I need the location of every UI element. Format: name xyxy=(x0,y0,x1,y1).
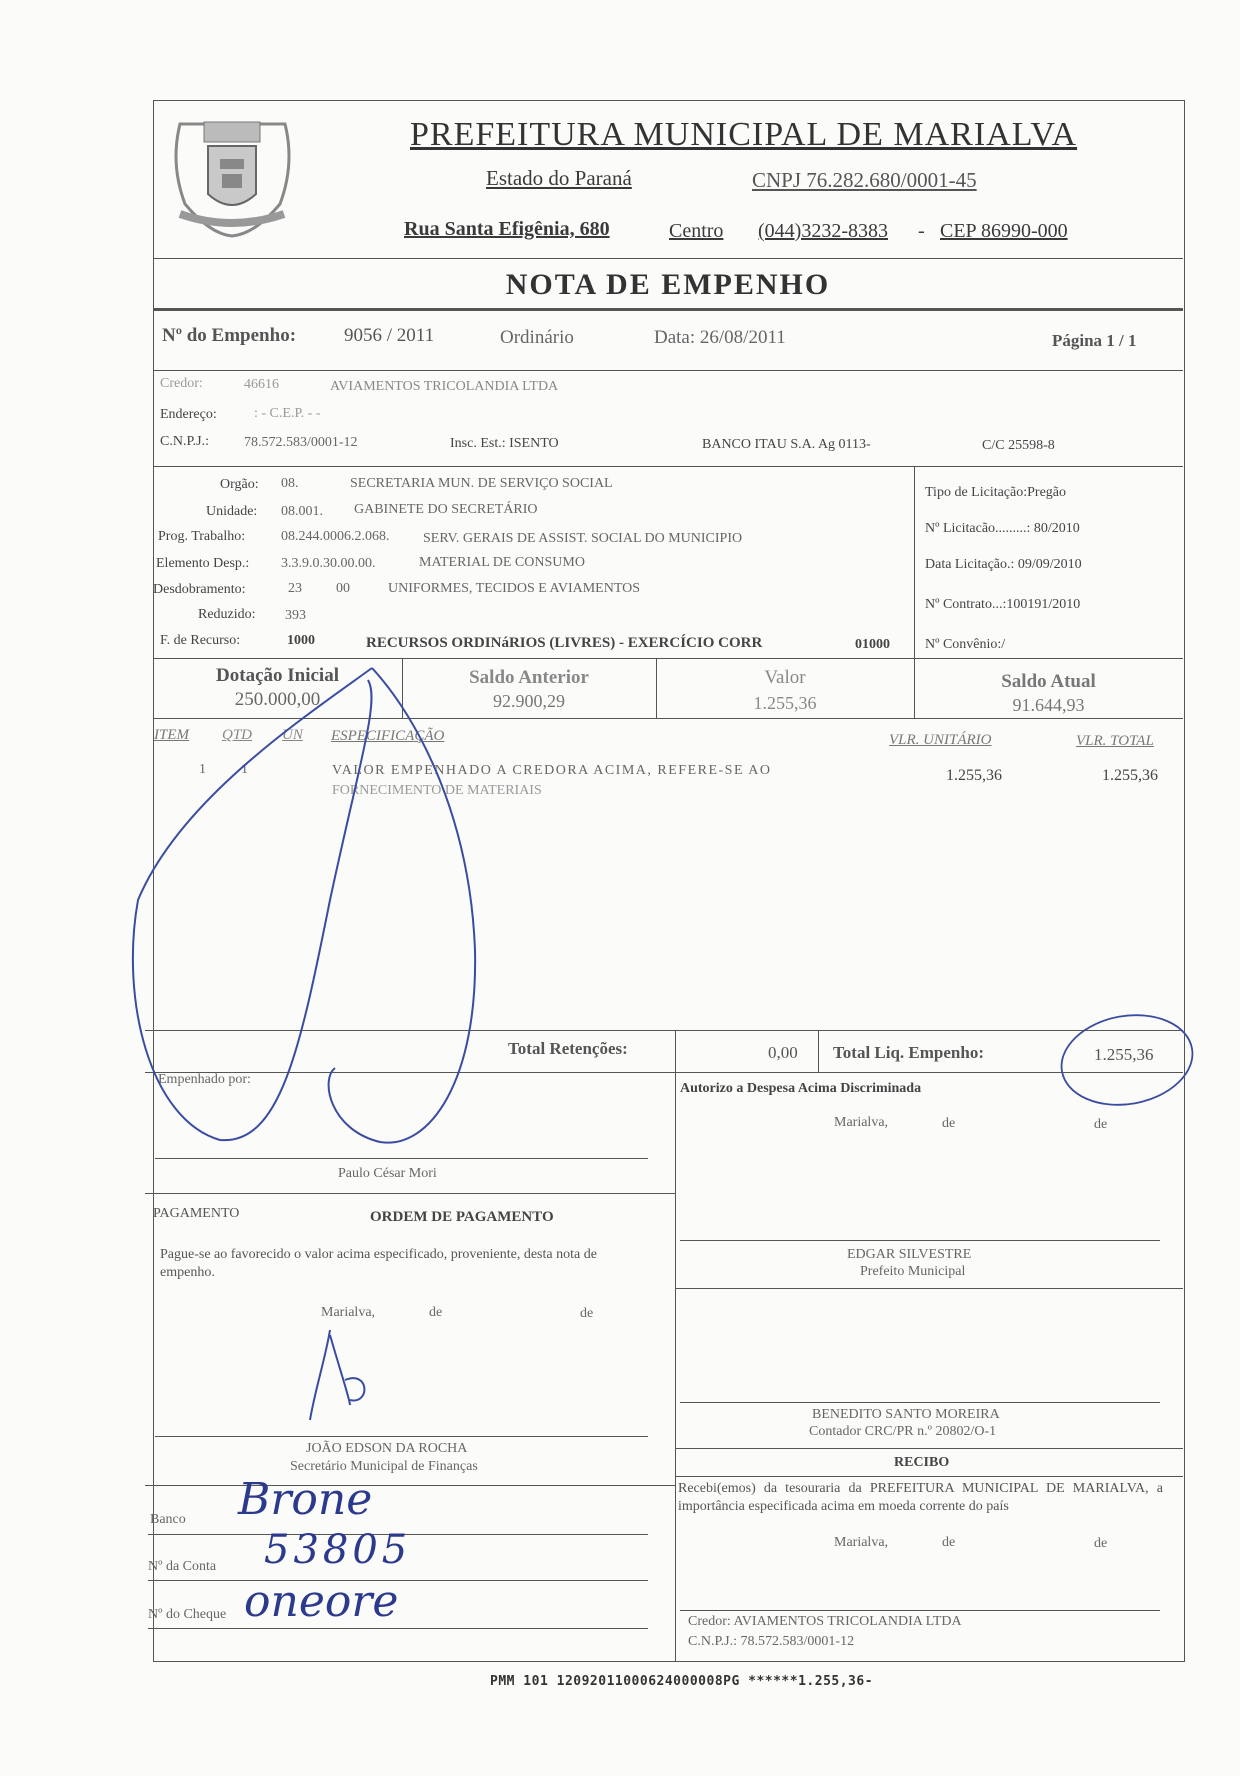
saldo-atual-label: Saldo Atual xyxy=(1001,671,1096,692)
licitacao-data: Data Licitação.: 09/09/2010 xyxy=(925,557,1082,572)
reduzido-code: 393 xyxy=(285,608,306,623)
benedito-name: BENEDITO SANTO MOREIRA xyxy=(812,1407,1000,1422)
header-cnpj: CNPJ 76.282.680/0001-45 xyxy=(752,168,977,192)
licitacao-numero: Nº Licitacão.........: 80/2010 xyxy=(925,521,1080,536)
recibo-de-1: de xyxy=(942,1535,956,1550)
cheque-label: Nº do Cheque xyxy=(148,1607,227,1622)
document-title: NOTA DE EMPENHO xyxy=(505,268,831,301)
autorizo-de-1: de xyxy=(942,1116,956,1131)
state-name: Estado do Paraná xyxy=(486,166,632,190)
autorizo-marialva: Marialva, xyxy=(834,1115,889,1130)
pagamento-marialva: Marialva, xyxy=(321,1305,376,1320)
credor-name: AVIAMENTOS TRICOLANDIA LTDA xyxy=(330,379,559,394)
col-especificacao: ESPECIFICAÇÃO xyxy=(331,728,445,744)
header-sep: - xyxy=(918,220,925,242)
liq-empenho-label: Total Liq. Empenho: xyxy=(833,1043,984,1062)
item-spec-line2: FORNECIMENTO DE MATERIAIS xyxy=(332,783,542,798)
dotacao-label: Dotação Inicial xyxy=(216,665,339,686)
elemento-desc: MATERIAL DE CONSUMO xyxy=(419,555,585,570)
banco-label: Banco xyxy=(150,1512,186,1527)
saldo-anterior-label: Saldo Anterior xyxy=(469,667,589,688)
desdobramento-code: 23 xyxy=(288,581,302,596)
secretario-title: Secretário Municipal de Finanças xyxy=(290,1459,478,1474)
col-qtd: QTD xyxy=(222,727,253,743)
item-number: 1 xyxy=(199,762,206,777)
pagamento-de-1: de xyxy=(429,1305,443,1320)
header-phone: (044)3232-8383 xyxy=(758,220,888,242)
unidade-code: 08.001. xyxy=(281,504,323,519)
retencoes-label: Total Retenções: xyxy=(508,1039,628,1058)
empenho-date: Data: 26/08/2011 xyxy=(654,327,786,348)
prog-desc: SERV. GERAIS DE ASSIST. SOCIAL DO MUNICIPIO xyxy=(423,531,743,546)
prog-label: Prog. Trabalho: xyxy=(158,529,246,544)
autorizo-de-2: de xyxy=(1094,1117,1108,1132)
credor-label: Credor: xyxy=(160,376,203,391)
orgao-desc: SECRETARIA MUN. DE SERVIÇO SOCIAL xyxy=(350,476,613,491)
col-item: ITEM xyxy=(154,727,189,743)
valor-label: Valor xyxy=(764,667,806,688)
page-number: Página 1 / 1 xyxy=(1052,331,1137,350)
desdobramento-desc: UNIFORMES, TECIDOS E AVIAMENTOS xyxy=(388,581,641,596)
item-qtd: 1 xyxy=(241,762,248,777)
recibo-cnpj: C.N.P.J.: 78.572.583/0001-12 xyxy=(688,1634,855,1649)
reduzido-label: Reduzido: xyxy=(198,607,256,622)
recibo-text: Recebi(emos) da tesouraria da PREFEITURA MUNICIPAL DE MARIALVA, a importância especificada acima em moeda corrente do país xyxy=(678,1481,1163,1514)
elemento-label: Elemento Desp.: xyxy=(156,556,250,571)
recurso-desc: RECURSOS ORDINáRIOS (LIVRES) - EXERCÍCIO CORR xyxy=(366,635,763,651)
municipality-title: PREFEITURA MUNICIPAL DE MARIALVA xyxy=(410,116,1078,153)
joao-name: JOÃO EDSON DA ROCHA xyxy=(306,1441,468,1456)
recurso-number: 01000 xyxy=(855,637,890,652)
item-spec-line1: VALOR EMPENHADO A CREDORA ACIMA, REFERE-SE AO xyxy=(332,763,772,778)
saldo-atual-value: 91.644,93 xyxy=(1012,695,1085,715)
handwritten-banco: Brone xyxy=(238,1474,373,1525)
licitacao-tipo: Tipo de Licitação:Pregão xyxy=(925,485,1067,500)
header-cep: CEP 86990-000 xyxy=(940,220,1068,242)
handwritten-cheque: oneore xyxy=(244,1576,399,1627)
orgao-code: 08. xyxy=(281,476,299,491)
convenio-numero: Nº Convênio:/ xyxy=(925,637,1006,652)
credor-bank: BANCO ITAU S.A. Ag 0113- xyxy=(702,437,871,452)
desdobramento-code2: 00 xyxy=(336,581,350,596)
edgar-name: EDGAR SILVESTRE xyxy=(847,1247,972,1262)
unidade-label: Unidade: xyxy=(206,504,258,519)
recibo-label: RECIBO xyxy=(894,1455,950,1470)
elemento-code: 3.3.9.0.30.00.00. xyxy=(281,556,376,571)
unidade-desc: GABINETE DO SECRETÁRIO xyxy=(354,502,538,517)
ordem-pagamento-label: ORDEM DE PAGAMENTO xyxy=(370,1209,554,1225)
autorizo-label: Autorizo a Despesa Acima Discriminada xyxy=(680,1081,922,1096)
endereco-label: Endereço: xyxy=(160,407,217,422)
endereco-value: : - C.E.P. - - xyxy=(254,406,321,421)
item-total-value: 1.255,36 xyxy=(1102,767,1158,784)
recibo-marialva: Marialva, xyxy=(834,1535,889,1550)
credor-cnpj-label: C.N.P.J.: xyxy=(160,434,210,449)
header-address: Rua Santa Efigênia, 680 xyxy=(404,218,610,240)
insc-estadual: Insc. Est.: ISENTO xyxy=(450,436,559,451)
credor-code: 46616 xyxy=(244,377,279,392)
retencoes-value: 0,00 xyxy=(768,1043,798,1062)
item-unit-value: 1.255,36 xyxy=(946,767,1002,784)
handwritten-conta: 53805 xyxy=(264,1527,412,1573)
dotacao-value: 250.000,00 xyxy=(234,689,321,710)
recibo-de-2: de xyxy=(1094,1536,1108,1551)
desdobramento-label: Desdobramento: xyxy=(153,582,246,597)
empenho-number-label: Nº do Empenho: xyxy=(162,325,297,346)
footer-code: PMM 101 12092011000624000008PG ******1.255,36- xyxy=(490,1674,874,1689)
saldo-anterior-value: 92.900,29 xyxy=(493,691,565,711)
contrato-numero: Nº Contrato...:100191/2010 xyxy=(925,597,1081,612)
credor-account: C/C 25598-8 xyxy=(982,438,1055,453)
col-vlr-total: VLR. TOTAL xyxy=(1076,733,1154,749)
recurso-code: 1000 xyxy=(287,633,315,648)
liq-empenho-value: 1.255,36 xyxy=(1094,1045,1154,1064)
paulo-name: Paulo César Mori xyxy=(338,1166,437,1181)
header-district: Centro xyxy=(669,220,724,242)
empenhado-por-label: Empenhado por: xyxy=(158,1072,251,1087)
prefeito-title: Prefeito Municipal xyxy=(860,1264,966,1279)
valor-value: 1.255,36 xyxy=(753,693,817,713)
conta-label: Nº da Conta xyxy=(148,1559,217,1574)
orgao-label: Orgão: xyxy=(220,477,259,492)
pagamento-label: PAGAMENTO xyxy=(153,1206,240,1221)
empenho-type: Ordinário xyxy=(500,327,574,348)
recurso-label: F. de Recurso: xyxy=(160,633,241,648)
col-un: UN xyxy=(282,727,303,743)
credor-cnpj: 78.572.583/0001-12 xyxy=(244,435,358,450)
pague-se-text: Pague-se ao favorecido o valor acima especificado, proveniente, desta nota de empenho. xyxy=(160,1247,597,1280)
contador-title: Contador CRC/PR n.º 20802/O-1 xyxy=(809,1424,997,1439)
prog-code: 08.244.0006.2.068. xyxy=(281,529,390,544)
empenho-number: 9056 / 2011 xyxy=(344,325,435,346)
pagamento-de-2: de xyxy=(580,1306,594,1321)
col-vlr-unitario: VLR. UNITÁRIO xyxy=(889,732,992,748)
recibo-credor: Credor: AVIAMENTOS TRICOLANDIA LTDA xyxy=(688,1614,962,1629)
